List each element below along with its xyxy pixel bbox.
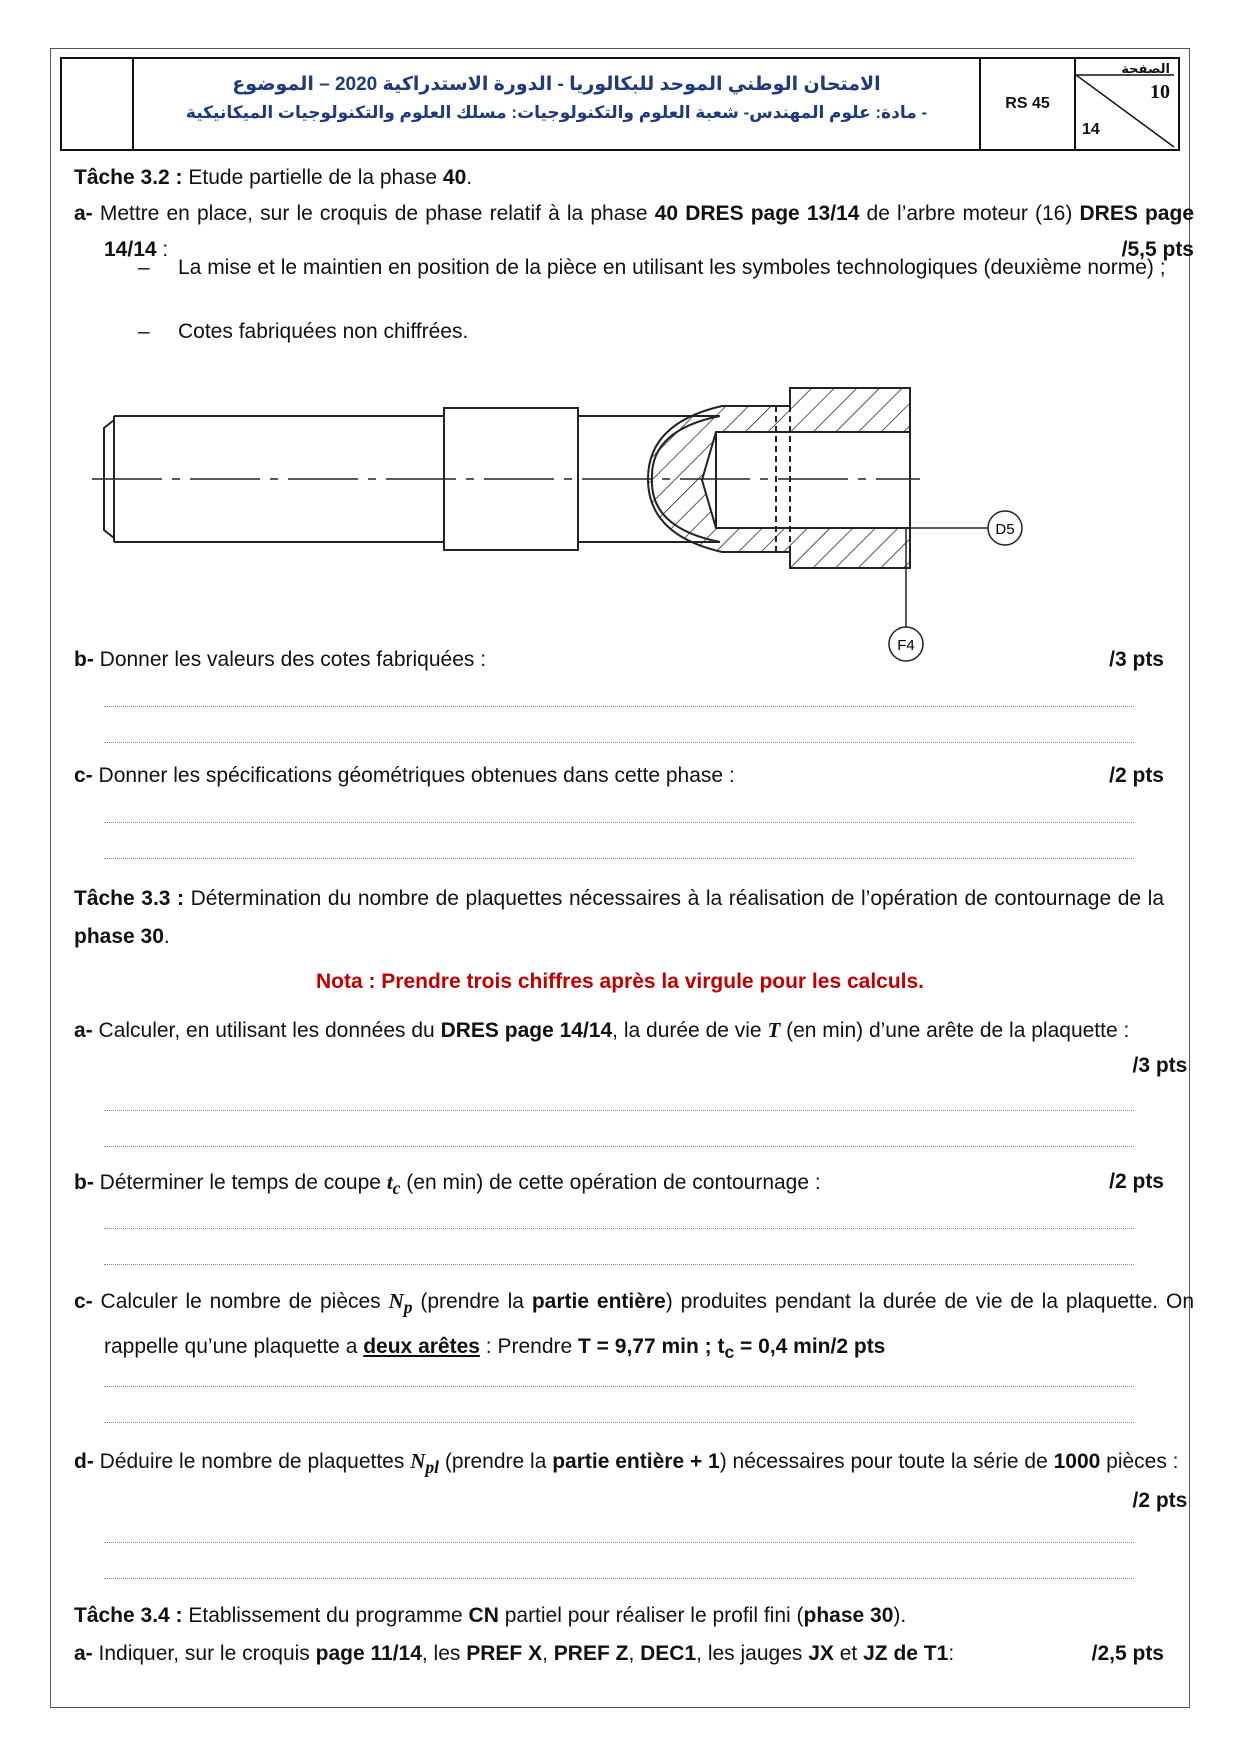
question-letter: d-: [74, 1450, 94, 1473]
text: :: [948, 1642, 955, 1665]
task-3-3-question-b: [74, 1164, 1164, 1206]
answer-line[interactable]: [104, 1264, 1134, 1265]
points: /3 pts: [1132, 1054, 1188, 1077]
answer-line[interactable]: [104, 1422, 1134, 1423]
points: /2 pts: [830, 1335, 886, 1359]
text: 40 DRES page 13/14: [654, 202, 860, 225]
text: PREF X: [466, 1642, 543, 1665]
points: /2 pts: [1109, 764, 1164, 787]
exam-code: RS 45: [981, 59, 1076, 149]
question-letter: b-: [74, 648, 94, 671]
text: .: [163, 925, 170, 948]
text: Mettre en place, sur le croquis de phase relatif à la phase: [92, 202, 655, 225]
text: DRES page 14/14: [104, 202, 1194, 261]
text: deux arêtes: [363, 1335, 480, 1359]
label-f4: F4: [897, 637, 915, 654]
text: PREF Z: [553, 1642, 629, 1665]
page-current: 10: [1150, 81, 1170, 103]
question-letter: c-: [74, 764, 93, 787]
text: 40: [442, 166, 467, 189]
page-label: الصفحة: [1121, 61, 1170, 76]
points: /3 pts: [1109, 648, 1164, 671]
text: JX: [808, 1642, 834, 1665]
task-3-3-question-c: [74, 1282, 1194, 1372]
text: partie entière: [531, 1290, 666, 1313]
text: CN: [468, 1604, 499, 1627]
answer-line[interactable]: [104, 1110, 1134, 1111]
text: c: [724, 1342, 735, 1363]
task-label: Tâche 3.3 :: [74, 887, 185, 910]
answer-line[interactable]: [104, 858, 1134, 859]
text: ,: [628, 1642, 641, 1665]
text: DEC1: [640, 1642, 697, 1665]
task-3-2-question-b: [74, 642, 1164, 678]
text: de l’arbre moteur (16): [859, 202, 1080, 225]
text: Calculer le nombre de pièces: [92, 1290, 389, 1313]
text: phase 30: [74, 925, 164, 948]
answer-line[interactable]: [104, 1386, 1134, 1387]
text: Détermination du nombre de plaquettes nécessaires à la réalisation de l’opération de contournage de la: [184, 887, 1164, 910]
nota: Nota : Prendre trois chiffres après la virgule pour les calculs.: [315, 970, 925, 993]
text: .: [466, 166, 473, 189]
text: partiel pour réaliser le profil fini (: [498, 1604, 804, 1627]
math-symbol: N: [388, 1289, 404, 1313]
answer-line[interactable]: [104, 1578, 1134, 1579]
text: = 0,4 min: [734, 1335, 831, 1359]
task-3-4-heading: [74, 1598, 1164, 1634]
question-letter: c-: [74, 1290, 93, 1313]
dash: –: [138, 320, 150, 343]
text: , les: [421, 1642, 467, 1665]
math-subscript: c: [392, 1178, 401, 1199]
points: /5,5 pts: [1121, 238, 1194, 261]
question-letter: a-: [74, 1642, 93, 1665]
bullet-text: Cotes fabriquées non chiffrées.: [178, 320, 469, 343]
phase-sketch: [0, 0, 1240, 680]
text: phase 30: [803, 1604, 894, 1627]
text: page 11/14: [315, 1642, 422, 1665]
text: partie entière + 1: [552, 1450, 720, 1473]
answer-line[interactable]: [104, 1146, 1134, 1147]
dash: –: [138, 256, 150, 279]
text: Déduire le nombre de plaquettes: [93, 1450, 411, 1473]
question-letter: b-: [74, 1171, 94, 1194]
math-subscript: p: [403, 1297, 413, 1318]
text: Calculer, en utilisant les données du: [92, 1019, 441, 1042]
answer-line[interactable]: [104, 1228, 1134, 1229]
answer-line[interactable]: [104, 1542, 1134, 1543]
task-3-3-question-d: [74, 1442, 1194, 1512]
text: et: [833, 1642, 864, 1665]
text: ) nécessaires pour toute la série de: [719, 1450, 1054, 1473]
task-label: Tâche 3.2 :: [74, 166, 183, 189]
exam-title-line1: الامتحان الوطني الموحد للبكالوريا - الدورة الاستدراكية 2020 – الموضوع: [232, 74, 881, 95]
text: pièces :: [1100, 1450, 1179, 1473]
text: (en min) d’une arête de la plaquette :: [780, 1019, 1130, 1042]
answer-line[interactable]: [104, 742, 1134, 743]
answer-line[interactable]: [104, 706, 1134, 707]
text: ).: [893, 1604, 907, 1627]
text: , la durée de vie: [612, 1019, 768, 1042]
text: : Prendre: [479, 1335, 579, 1359]
exam-title-line2: - مادة: علوم المهندس- شعبة العلوم والتكنولوجيات: مسلك العلوم والتكنولوجيات الميكانيكية: [185, 103, 928, 122]
task-3-3-question-a: [74, 1012, 1194, 1077]
text: 1000: [1053, 1450, 1101, 1473]
points: /2,5 pts: [1091, 1642, 1164, 1665]
task-3-4-question-a: [74, 1636, 1164, 1672]
text: (prendre la: [439, 1450, 553, 1473]
math-symbol: T: [767, 1018, 781, 1042]
text: Donner les valeurs des cotes fabriquées :: [93, 648, 487, 671]
text: , les jauges: [696, 1642, 809, 1665]
question-letter: a-: [74, 202, 93, 225]
points: /2 pts: [1132, 1489, 1188, 1512]
text: ,: [542, 1642, 554, 1665]
text: T = 9,77 min ; t: [578, 1335, 725, 1359]
text: :: [156, 238, 169, 261]
text: Donner les spécifications géométriques obtenues dans cette phase :: [92, 764, 735, 787]
task-3-3-heading: [74, 880, 1164, 956]
math-subscript: pl: [425, 1457, 439, 1478]
text: (prendre la: [412, 1290, 532, 1313]
question-letter: a-: [74, 1019, 93, 1042]
text: JZ de T1: [863, 1642, 949, 1665]
task-label: Tâche 3.4 :: [74, 1604, 183, 1627]
points: /2 pts: [1109, 1170, 1164, 1193]
math-symbol: N: [410, 1449, 426, 1473]
bullet-text: La mise et le maintien en position de la pièce en utilisant les symboles technologiques (deuxième norme) ;: [178, 256, 1166, 279]
task-3-2-question-c: [74, 758, 1164, 794]
text: Déterminer le temps de coupe: [93, 1171, 387, 1194]
text: Indiquer, sur le croquis: [92, 1642, 316, 1665]
answer-line[interactable]: [104, 822, 1134, 823]
page-total: 14: [1082, 121, 1100, 138]
text: Etablissement du programme: [182, 1604, 469, 1627]
math-symbol: t: [386, 1170, 393, 1194]
label-d5: D5: [995, 521, 1015, 538]
text: DRES page 14/14: [440, 1019, 613, 1042]
text: Etude partielle de la phase: [188, 166, 443, 189]
text: (en min) de cette opération de contournage :: [400, 1171, 821, 1194]
text: ) produites pendant la durée de vie de la plaquette. On rappelle qu’une plaquette a: [104, 1290, 1194, 1359]
